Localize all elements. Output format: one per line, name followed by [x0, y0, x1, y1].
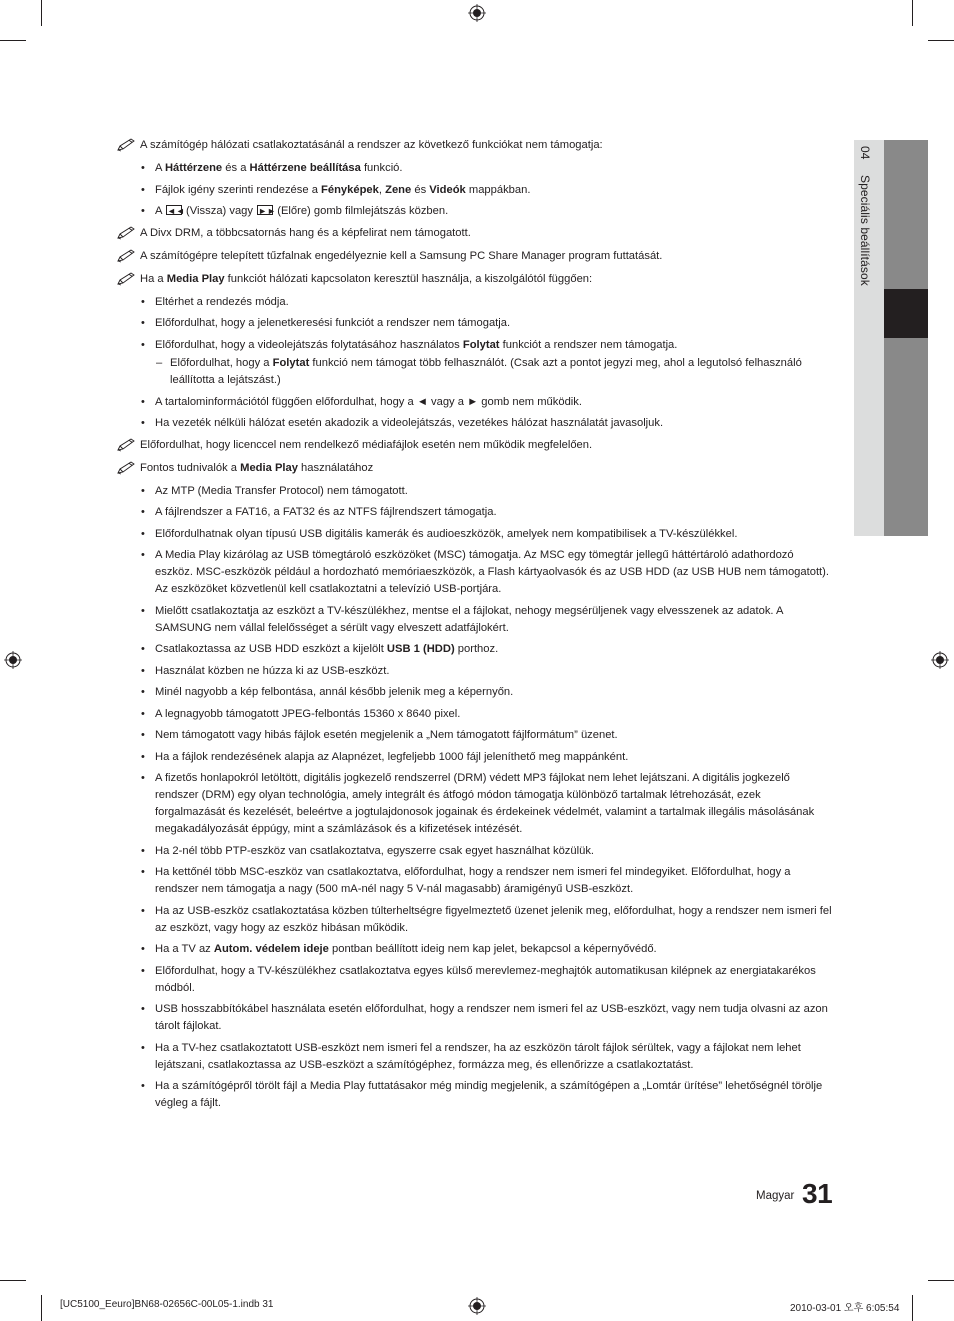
bullet-item: [116, 706, 832, 723]
bullet-item: [116, 394, 832, 411]
item-text: A Divx DRM, a többcsatornás hang és a képfelirat nem támogatott.: [140, 226, 471, 239]
note-item: [116, 137, 832, 154]
item-text: Ha a TV az Autom. védelem ideje pontban beállított ideig nem kap jelet, bekapcsol a képernyővédő.: [155, 943, 657, 955]
registration-mark-icon: [468, 4, 486, 22]
item-text: Nem támogatott vagy hibás fájlok esetén megjelenik a „Nem támogatott fájlformátum” üzenet.: [155, 729, 618, 741]
bullet-item: [116, 1040, 832, 1074]
bullet-item: [116, 684, 832, 701]
item-text: Előfordulhat, hogy a TV-készülékhez csatlakoztatva egyes külső merevlemez-meghajtók automatikusan kilépnek az energiatakarékos módból.: [155, 964, 816, 994]
language-label: Magyar: [756, 1190, 795, 1202]
bullet-item: [116, 749, 832, 766]
bullet-item: [116, 663, 832, 680]
bullet-item: [116, 526, 832, 543]
print-slug-date: 2010-03-01 오후 6:05:54: [790, 1303, 900, 1314]
bullet-item: [116, 864, 832, 898]
item-text: Ha a számítógépről törölt fájl a Media Play futtatásakor még mindig megjelenik, a számítógépen a „Lomtár ürítése” lehetőségnél törölje végleg a fájlt.: [155, 1080, 823, 1109]
registration-mark-icon: [931, 651, 949, 669]
bullet-item: [116, 843, 832, 860]
bullet-item: [116, 160, 832, 177]
bullet-item: [116, 182, 832, 199]
print-slug-file: [UC5100_Eeuro]BN68-02656C-00L05-1.indb 31: [60, 1299, 274, 1310]
item-text: Eltérhet a rendezés módja.: [155, 295, 289, 308]
note-pencil-icon: [116, 138, 136, 152]
bullet-item: [116, 294, 832, 311]
bullet-item: [116, 770, 832, 838]
item-text: Előfordulhatnak olyan típusú USB digitális kamerák és audioeszközök, amelyek nem kompatibilisek a TV-készülékkel.: [155, 527, 738, 540]
crop-mark: [928, 1280, 954, 1281]
page-number: 31: [802, 1178, 833, 1209]
note-item: [116, 271, 832, 288]
item-text: Fontos tudnivalók a Media Play használatához: [140, 461, 374, 474]
bullet-item: [116, 203, 832, 220]
item-text: Használat közben ne húzza ki az USB-eszközt.: [155, 664, 390, 677]
item-text: Minél nagyobb a kép felbontása, annál később jelenik meg a képernyőn.: [155, 686, 514, 698]
item-text: Előfordulhat, hogy a Folytat funkció nem támogat több felhasználót. (Csak azt a pontot jegyzi meg, ahol a legutolsó felhasználó leállította a lejátszást.): [170, 357, 802, 386]
item-text: A Media Play kizárólag az USB tömegtároló eszközöket (MSC) támogatja. Az MSC egy tömegtár jellegű háttértároló adathordozó eszköz. MSC-eszközök például a hordozható memóriaeszközök, a Flash kártyaolvasók és az USB HDD (az USB HUB nem támogatott). Az eszközöket közvetlenül kell csatlakoztatni a televízió USB-portjára.: [155, 549, 830, 595]
item-text: Fájlok igény szerinti rendezése a Fényképek, Zene és Videók mappákban.: [155, 183, 531, 196]
crop-mark: [41, 1295, 42, 1321]
note-pencil-icon: [116, 438, 136, 452]
chapter-number: 04: [858, 146, 872, 160]
item-text: USB hosszabbítókábel használata esetén előfordulhat, hogy a rendszer nem ismeri fel az USB-eszközt, vagy nem tudja olvasni az azon tárolt fájlokat.: [155, 1003, 828, 1032]
crop-mark: [912, 1295, 913, 1321]
chapter-tab-label: [858, 146, 872, 286]
bullet-item: [116, 727, 832, 744]
note-item: [116, 460, 832, 477]
item-text: Az MTP (Media Transfer Protocol) nem támogatott.: [155, 484, 408, 497]
item-text: Ha 2-nél több PTP-eszköz van csatlakoztatva, egyszerre csak egyet használhat közülük.: [155, 844, 595, 857]
sub-item: [116, 355, 832, 389]
note-item: [116, 437, 832, 454]
bullet-item: [116, 504, 832, 521]
registration-mark-icon: [4, 651, 22, 669]
crop-mark: [912, 0, 913, 26]
item-text: Ha az USB-eszköz csatlakoztatása közben túlterheltségre figyelmeztető üzenet jelenik meg, előfordulhat, hogy a rendszer nem ismeri fel az eszközt, vagy hogy az eszköz hibásan működik.: [155, 904, 832, 934]
bullet-item: [116, 1078, 832, 1112]
item-text: A legnagyobb támogatott JPEG-felbontás 15360 x 8640 pixel.: [155, 707, 461, 720]
item-text: A fájlrendszer a FAT16, a FAT32 és az NTFS fájlrendszert támogatja.: [155, 506, 497, 518]
bullet-item: [116, 547, 832, 598]
item-text: A fizetős honlapokról letöltött, digitális jogkezelő rendszerrel (DRM) védett MP3 fájlokat nem lehet lejátszani. A digitális jogkezelő rendszer (DRM) egy olyan technológia, amely integrált és átfogó módon támogatja különböző tartalmak létrehozását, ezek forgalmazását és kezelését, beleértve a jogtulajdonosok jogainak és érdekeinek védelmét, valamint a tartalmak illegális másolásának megakadályozását éppúgy, mint a számlázások és a kifizetések intézését.: [155, 772, 815, 835]
note-pencil-icon: [116, 249, 136, 263]
bullet-item: [116, 315, 832, 332]
item-text: A számítógépre telepített tűzfalnak engedélyeznie kell a Samsung PC Share Manager program futtatását.: [140, 249, 663, 262]
crop-mark: [0, 40, 26, 41]
item-text: Előfordulhat, hogy a jelenetkeresési funkciót a rendszer nem támogatja.: [155, 317, 511, 329]
bullet-item: [116, 941, 832, 958]
crop-mark: [928, 40, 954, 41]
bullet-item: [116, 483, 832, 500]
item-text: Ha a Media Play funkciót hálózati kapcsolaton keresztül használja, a kiszolgálótól függően:: [140, 272, 593, 285]
note-item: [116, 225, 832, 242]
item-text: A ◄◄ (Vissza) vagy ►► (Előre) gomb filmlejátszás közben.: [155, 205, 448, 217]
chapter-tab-strip: [884, 140, 928, 536]
notes-list: [116, 137, 832, 1117]
item-text: Csatlakoztassa az USB HDD eszközt a kijelölt USB 1 (HDD) porthoz.: [155, 643, 499, 655]
bullet-item: [116, 903, 832, 937]
registration-mark-icon: [468, 1297, 486, 1315]
item-text: Mielőtt csatlakoztatja az eszközt a TV-készülékhez, mentse el a fájlokat, nehogy megsérüljenek vagy elvesszenek az adatok. A SAMSUNG nem vállal felelősséget a sérült vagy elveszett adatfájlokért.: [155, 604, 783, 634]
chapter-tab-marker: [884, 289, 928, 338]
item-text: Előfordulhat, hogy licenccel nem rendelkező médiafájlok esetén nem működik megfelelően.: [140, 438, 593, 451]
item-text: A tartalominformációtól függően előfordulhat, hogy a ◄ vagy a ► gomb nem működik.: [155, 395, 582, 408]
note-pencil-icon: [116, 272, 136, 286]
bullet-item: [116, 415, 832, 432]
item-text: Ha a fájlok rendezésének alapja az Alapnézet, legfeljebb 1000 fájl jeleníthető meg mappánként.: [155, 750, 629, 763]
item-text: Ha kettőnél több MSC-eszköz van csatlakoztatva, előfordulhat, hogy a rendszer nem ismeri fel mindegyiket. Előfordulhat, hogy a rendszer nem támogatja a nagy (500 mA-nél nagy 5 V-nál magasabb) áramigényű USB-eszközt.: [155, 866, 791, 895]
bullet-item: [116, 641, 832, 658]
note-pencil-icon: [116, 461, 136, 475]
item-text: Előfordulhat, hogy a videolejátszás folytatásához használatos Folytat funkciót a rendszer nem támogatja.: [155, 338, 678, 351]
note-pencil-icon: [116, 226, 136, 240]
chapter-title: Speciális beállítások: [858, 175, 872, 286]
bullet-item: [116, 1001, 832, 1035]
item-text: A Háttérzene és a Háttérzene beállítása funkció.: [155, 162, 403, 174]
bullet-item: [116, 337, 832, 354]
crop-mark: [41, 0, 42, 26]
item-text: A számítógép hálózati csatlakoztatásánál a rendszer az következő funkciókat nem támogatja:: [140, 139, 603, 151]
bullet-item: [116, 603, 832, 637]
bullet-item: [116, 963, 832, 997]
item-text: Ha vezeték nélküli hálózat esetén akadozik a videolejátszás, vezetékes hálózat használatát javasoljuk.: [155, 417, 664, 429]
note-item: [116, 248, 832, 265]
crop-mark: [0, 1280, 26, 1281]
item-text: Ha a TV-hez csatlakoztatott USB-eszközt nem ismeri fel a rendszer, ha az eszközön tárolt fájlok sérültek, vagy a fájlokat nem lehet lejátszani, csatlakoztassa az USB-eszközt a számítógéphez, formázza meg, és ellenőrizze a csatlakoztatást.: [155, 1041, 801, 1071]
